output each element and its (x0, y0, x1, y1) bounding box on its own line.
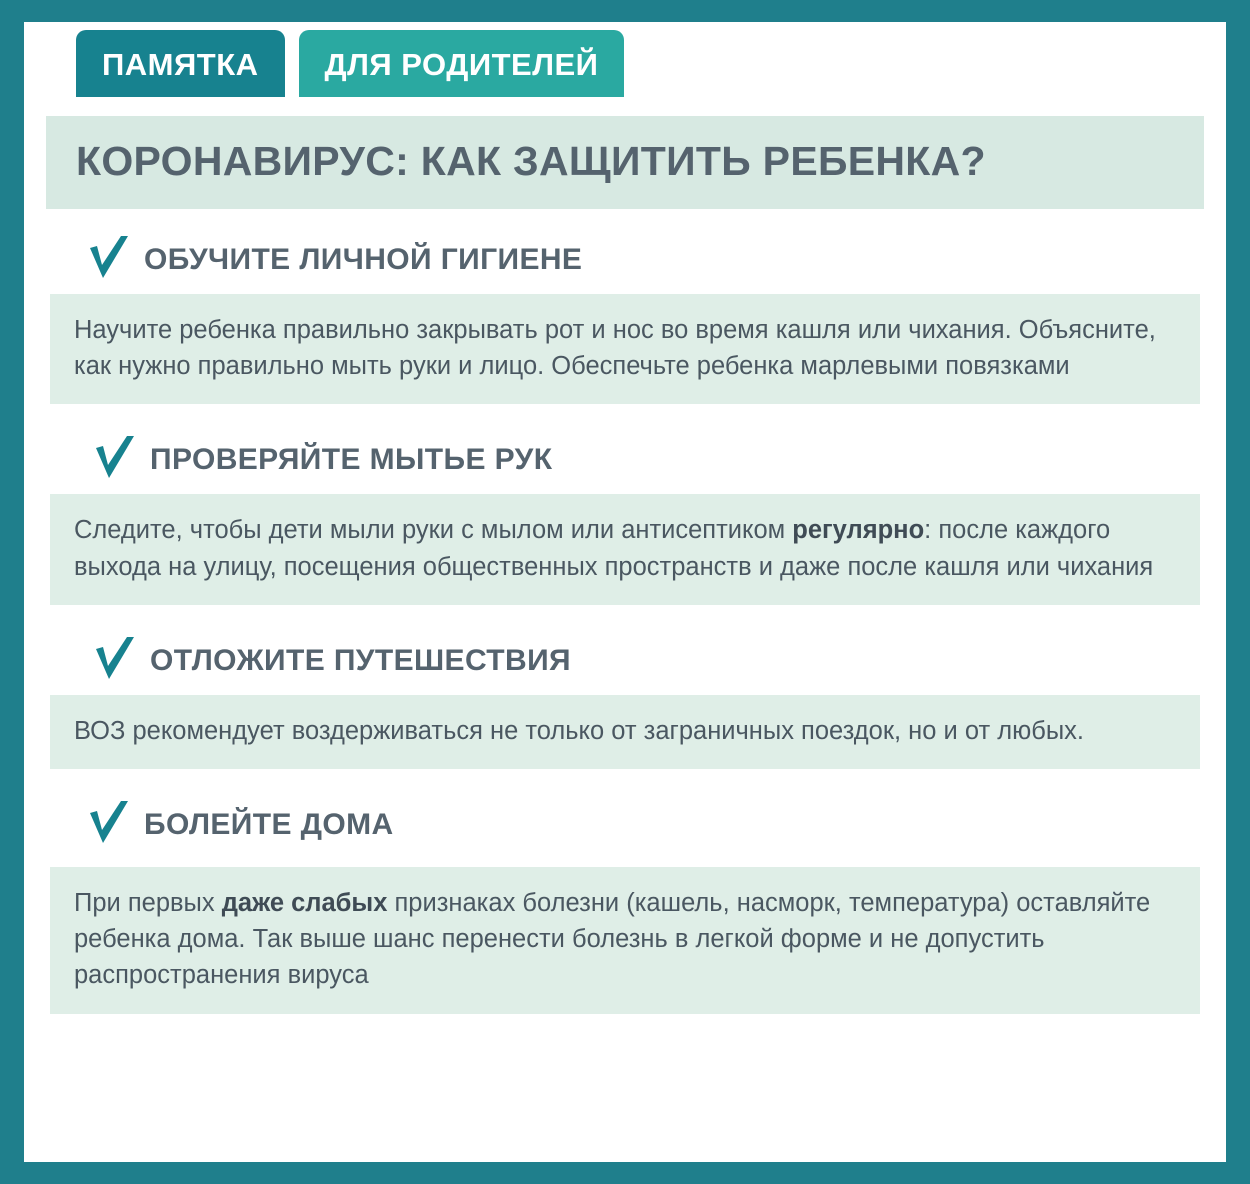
section-postpone-travel (24, 637, 1226, 769)
body-text-emphasis: даже слабых (221, 889, 388, 918)
section-header (24, 236, 1226, 284)
checkmark-icon (86, 799, 132, 847)
section-body-box (50, 867, 1200, 1014)
section-personal-hygiene (24, 236, 1226, 404)
section-body-box (50, 494, 1200, 604)
tab-dlya-roditeley: ДЛЯ РОДИТЕЛЕЙ (299, 30, 625, 97)
body-text-part1: Следите, чтобы дети мыли руки с мылом или антисептиком (74, 516, 793, 545)
section-body-text (74, 885, 1176, 994)
section-body-box (50, 695, 1200, 769)
section-body-text: ВОЗ рекомендует воздерживаться не только от заграничных поездок, но и от любых. (74, 716, 1085, 745)
page-title: КОРОНАВИРУС: КАК ЗАЩИТИТЬ РЕБЕНКА? (76, 138, 986, 184)
section-header (24, 801, 1226, 849)
section-heading: ПРОВЕРЯЙТЕ МЫТЬЕ РУК (150, 443, 553, 477)
body-text-part2: признаках болезни (кашель, насморк, температура) оставляйте ребенка дома. Так выше шанс перенести болезнь в легкой форме и не допустить распространения вируса (74, 889, 1151, 990)
sections-container (24, 222, 1226, 1014)
section-heading: БОЛЕЙТЕ ДОМА (144, 808, 394, 842)
checkmark-icon (92, 434, 138, 482)
checkmark-icon (86, 234, 132, 282)
tab-pamyatka: ПАМЯТКА (76, 30, 285, 97)
section-stay-home (24, 801, 1226, 1014)
title-banner (46, 116, 1204, 209)
poster-sheet (24, 22, 1226, 1162)
section-body-text: Научите ребенка правильно закрывать рот и нос во время кашля или чихания. Объясните, как нужно правильно мыть руки и лицо. Обеспечьте ребенка марлевыми повязками (74, 316, 1156, 381)
tab-strip (76, 30, 624, 97)
body-text-emphasis: регулярно (792, 516, 925, 545)
section-header (24, 637, 1226, 685)
section-heading: ОБУЧИТЕ ЛИЧНОЙ ГИГИЕНЕ (144, 243, 583, 276)
body-text-part2: : после каждого выхода на улицу, посещения общественных пространств и даже после кашля или чихания (74, 516, 1154, 581)
section-header (24, 436, 1226, 484)
checkmark-icon (92, 635, 138, 683)
section-handwashing (24, 436, 1226, 604)
section-body-box (50, 294, 1200, 404)
section-body-text (74, 512, 1176, 584)
section-heading: ОТЛОЖИТЕ ПУТЕШЕСТВИЯ (150, 643, 571, 677)
body-text-part1: При первых (74, 889, 222, 918)
